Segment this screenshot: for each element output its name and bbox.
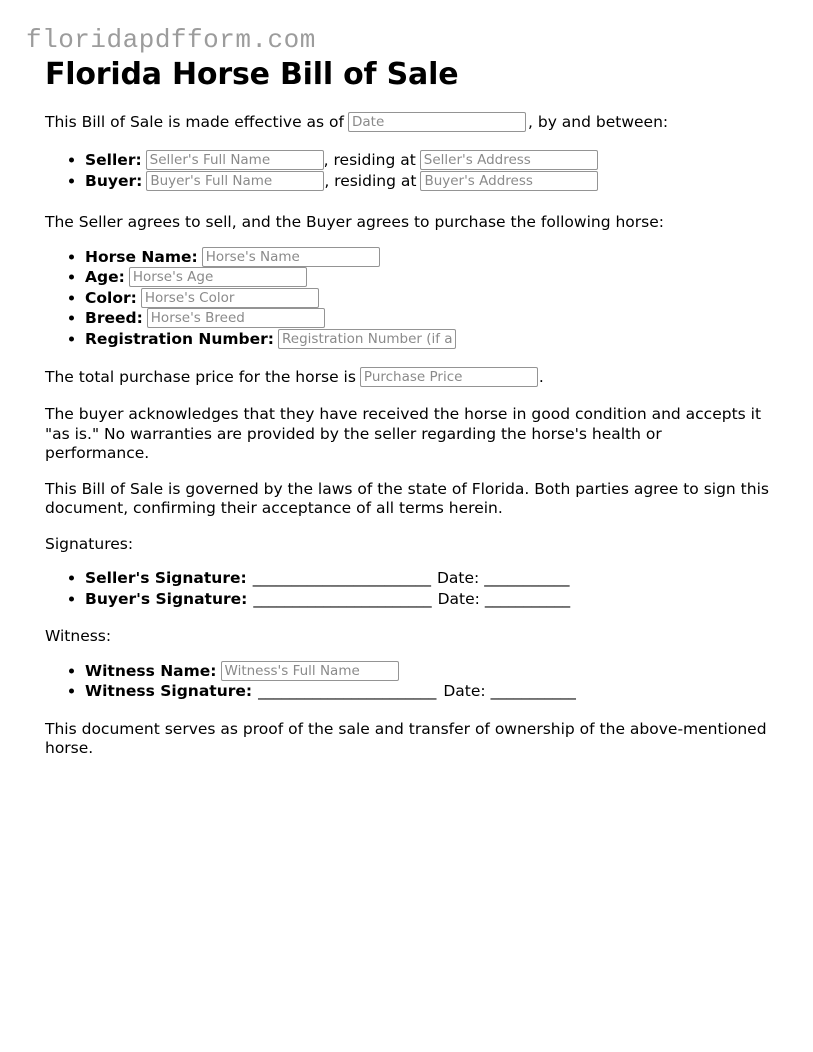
seller-label: Seller: <box>85 151 142 169</box>
effective-date-input[interactable] <box>348 112 526 132</box>
bullet-icon <box>69 178 74 183</box>
witness-list <box>45 661 770 702</box>
list-item-registration-number <box>85 329 770 350</box>
seller-signature-line[interactable]: _______________________ <box>252 569 431 587</box>
buyer-signature-line[interactable]: _______________________ <box>253 589 432 608</box>
list-item-horse-breed <box>85 308 770 329</box>
horse-age-label: Age: <box>85 268 125 286</box>
seller-signature-label: Seller's Signature: <box>85 569 247 587</box>
buyer-address-input[interactable] <box>420 171 598 191</box>
purchase-price-input[interactable] <box>360 367 538 387</box>
bullet-icon <box>69 158 74 163</box>
purchase-price-row <box>45 367 770 387</box>
witness-signature-date-line[interactable]: ___________ <box>490 682 576 700</box>
bullet-icon <box>69 596 74 601</box>
list-item-horse-color <box>85 288 770 309</box>
list-item-horse-name <box>85 247 770 268</box>
buyer-residing-text: , residing at <box>324 171 417 190</box>
horse-name-label: Horse Name: <box>85 247 198 266</box>
seller-residing-text: , residing at <box>323 151 416 169</box>
registration-number-label: Registration Number: <box>85 329 275 348</box>
horse-color-label: Color: <box>85 288 137 307</box>
purchase-price-suffix: . <box>538 368 544 386</box>
horse-age-input[interactable] <box>129 267 307 287</box>
witness-heading: Witness: <box>45 627 112 645</box>
buyer-signature-date-label: Date: <box>437 589 480 608</box>
horse-breed-input[interactable] <box>147 308 325 328</box>
buyer-name-input[interactable] <box>146 171 324 191</box>
witness-name-input[interactable] <box>221 661 399 681</box>
buyer-label: Buyer: <box>85 171 143 190</box>
signatures-heading: Signatures: <box>45 534 134 553</box>
horse-intro-paragraph: The Seller agrees to sell, and the Buyer agrees to purchase the following horse: <box>45 213 665 231</box>
buyer-signature-label: Buyer's Signature: <box>85 589 248 608</box>
horse-details-list <box>45 247 770 350</box>
bullet-icon <box>69 295 74 300</box>
seller-address-input[interactable] <box>420 150 598 170</box>
bullet-icon <box>69 275 74 280</box>
list-item-seller-signature <box>85 568 770 589</box>
effective-date-suffix: , by and between: <box>528 113 669 131</box>
list-item-witness-signature <box>85 681 770 702</box>
document-body <box>45 112 770 759</box>
seller-signature-date-line[interactable]: ___________ <box>484 569 570 587</box>
list-item-buyer <box>85 171 770 192</box>
closing-paragraph: This document serves as proof of the sale and transfer of ownership of the above-mentioned horse. <box>45 719 767 757</box>
horse-breed-label: Breed: <box>85 309 143 327</box>
governing-law-paragraph: This Bill of Sale is governed by the laws of the state of Florida. Both parties agree to sign this document, confirming their acceptance of all terms herein. <box>45 479 769 517</box>
effective-date-row <box>45 112 770 132</box>
witness-name-label: Witness Name: <box>85 661 217 680</box>
purchase-price-prefix: The total purchase price for the horse is <box>45 368 356 386</box>
list-item-witness-name <box>85 661 770 682</box>
witness-signature-label: Witness Signature: <box>85 682 253 700</box>
acknowledgement-paragraph: The buyer acknowledges that they have received the horse in good condition and accepts it "as is." No warranties are provided by the seller regarding the horse's health or performance. <box>45 405 762 462</box>
bullet-icon <box>69 576 74 581</box>
effective-date-prefix: This Bill of Sale is made effective as of <box>45 113 344 131</box>
witness-signature-line[interactable]: _______________________ <box>258 682 437 700</box>
horse-name-input[interactable] <box>202 247 380 267</box>
list-item-buyer-signature <box>85 589 770 610</box>
site-watermark: floridapdfform.com <box>26 25 316 55</box>
page-title: Florida Horse Bill of Sale <box>45 57 459 92</box>
buyer-signature-date-line[interactable]: ___________ <box>484 589 571 608</box>
horse-color-input[interactable] <box>141 288 319 308</box>
list-item-seller <box>85 150 770 171</box>
bullet-icon <box>69 668 74 673</box>
witness-signature-date-label: Date: <box>443 682 486 700</box>
signatures-list <box>45 568 770 609</box>
bullet-icon <box>69 336 74 341</box>
list-item-horse-age <box>85 267 770 288</box>
bullet-icon <box>69 254 74 259</box>
seller-signature-date-label: Date: <box>436 569 480 587</box>
bullet-icon <box>69 316 74 321</box>
seller-name-input[interactable] <box>146 150 324 170</box>
bullet-icon <box>69 689 74 694</box>
parties-list <box>45 150 770 191</box>
registration-number-input[interactable] <box>278 329 456 349</box>
